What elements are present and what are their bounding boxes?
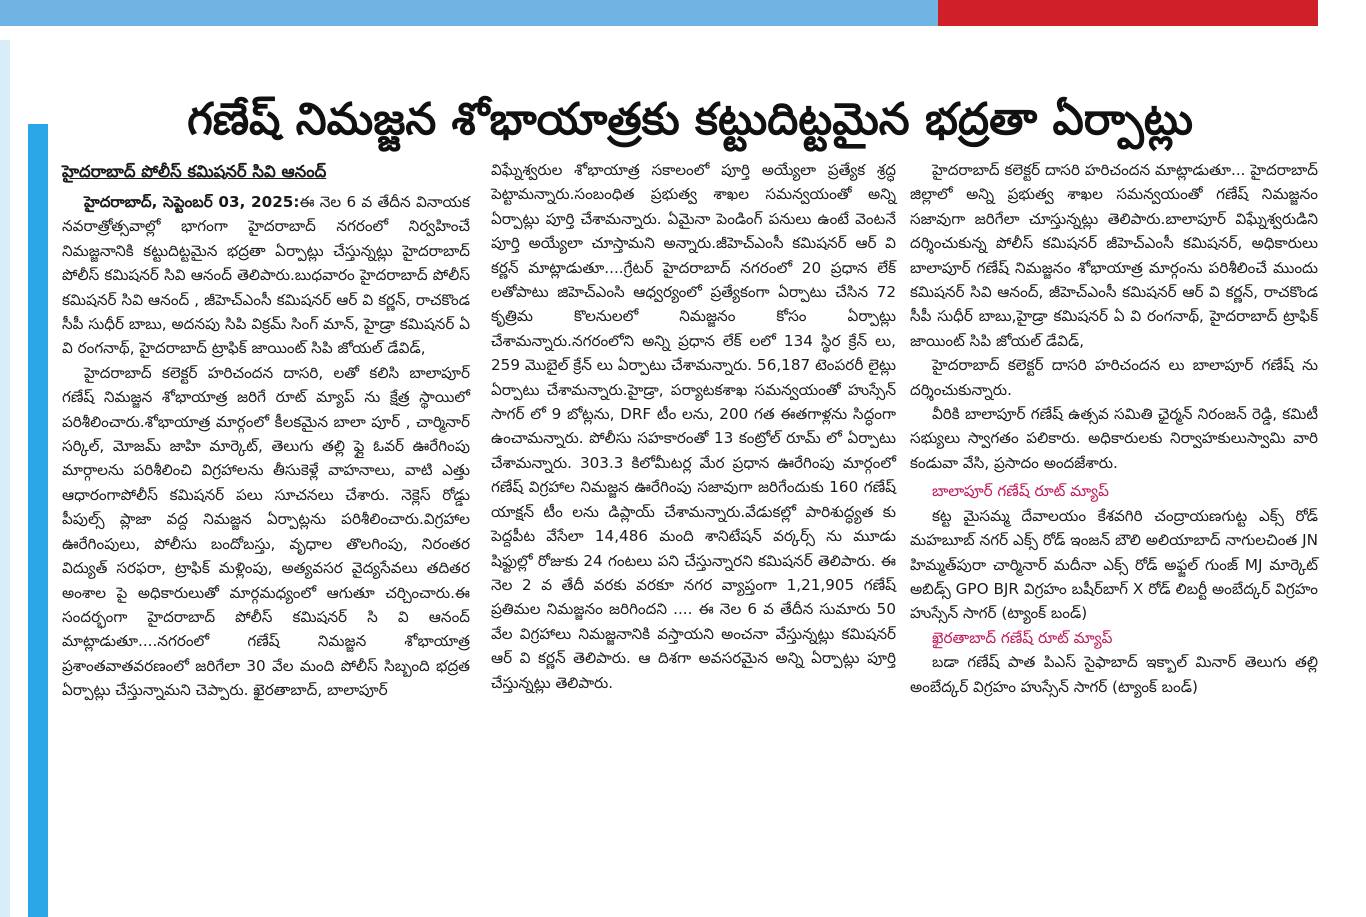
paragraph-ghmc-arrangements: విఘ్నేశ్వరుల శోభాయాత్ర సకాలంలో పూర్తి అయ్యేలా ప్రత్యేక శ్రద్ధ పెట్టామన్నారు.సంబంధిత ప్రభుత్వ శాఖల సమన్వయంతో అన్ని ఏర్పాట్లు పూర్తి చేశామన్నారు. ఏమైనా పెండింగ్ పనులు ఉంటే వెంటనే పూర్తి అయ్యేలా చూస్తామని అన్నారు.జీహెచ్ఎంసీ కమిషనర్ ఆర్ వి కర్ణన్ మాట్లాడుతూ....గ్రేటర్ హైదరాబాద్ నగరంలో 20 ప్రధాన లేక్ లతోపాటు జిహెచ్ఎంసి ఆధ్వర్యంలో ప్రత్యేకంగా ఏర్పాటు చేసిన 72 కృత్రిమ కొలనులలో నిమజ్జనం కోసం ఏర్పాట్లు చేశామన్నారు.నగరంలోని అన్ని ప్రధాన లేక్ లలో 134 స్థిర క్రేన్ లు, 259 మొబైల్ క్రేన్ లు ఏర్పాటు చేశామన్నారు. 56,187 టెంపరరీ లైట్లు ఏర్పాటు చేశామన్నారు.హైడ్రా, పర్యాటకశాఖ సమన్వయంతో హుస్సేన్ సాగర్ లో 9 బోట్లను, DRF టీం లను, 200 గత ఈతగాళ్లను సిద్ధంగా ఉంచామన్నారు. పోలీసు సహకారంతో 13 కంట్రోల్ రూమ్ లో ఏర్పాటు చేశామన్నారు. 303.3 కిలోమీటర్ల మేర ప్రధాన ఊరేగింపు మార్గంలో గణేష్ విగ్రహాల నిమజ్జన ఊరేగింపు సజావుగా జరిగేందుకు 160 గణేష్ యాక్షన్ టీం లను డిప్లాయ్ చేశామన్నారు.వేడుకల్లో పారిశుద్ధ్యత కు పెద్దపీట వేసేలా 14,486 మంది శానిటేషన్ వర్కర్స్ ను మూడు షిఫ్టుల్లో రోజుకు 24 గంటలు పని చేస్తున్నారని కమిషనర్ తెలిపారు. ఈ నెల 2 వ తేదీ వరకు వరకూ నగర వ్యాప్తంగా 1,21,905 గణేష్ ప్రతిమల నిమజ్జనం జరిగిందని .... ఈ నెల 6 వ తేదీన సుమారు 50 వేల విగ్రహాలు నిమజ్జనానికి వస్తాయని అంచనా వేస్తున్నట్లు కమిషనర్ ఆర్ వి కర్ణన్ తెలిపారు. ఆ దిశగా అవసరమైన అన్ని ఏర్పాట్లు పూర్తి చేస్తున్నట్లు తెలిపారు. bbox=[491, 161, 896, 692]
left-accent-light bbox=[0, 40, 10, 917]
top-band-gap bbox=[1318, 0, 1366, 26]
top-band-red bbox=[938, 0, 1318, 26]
paragraph-intro-text: ఈ నెల 6 వ తేదీన వినాయక నవరాత్రోత్సవాల్లో భాగంగా హైదరాబాద్ నగరంలో నిర్వహించే నిమజ్జనానికి కట్టుదిట్టమైన భద్రతా ఏర్పాట్లు చేస్తున్నట్లు హైదరాబాద్ పోలీస్ కమిషనర్ సివి ఆనంద్ తెలిపారు.బుధవారం హైదరాబాద్ పోలీస్ కమిషనర్ సివి ఆనంద్ , జీహెచ్ఎంసీ కమిషనర్ ఆర్ వి కర్ణన్, రాచకొండ సీపీ సుధీర్ బాబు, అదనపు సిపి విక్రమ్ సింగ్ మాన్, హైడ్రా కమిషనర్ ఏ వి రంగనాథ్, హైదరాబాద్ ట్రాఫిక్ జాయింట్ సిపి జోయల్ డేవిడ్, bbox=[62, 193, 470, 358]
subhead-khairatabad-route: ఖైరతాబాద్ గణేష్ రూట్ మ్యాప్ bbox=[932, 628, 1113, 647]
dateline: హైదరాబాద్, సెప్టెంబర్ 03, 2025: bbox=[84, 193, 300, 211]
route-balapur: కట్ట మైసమ్మ దేవాలయం కేశవగిరి చంద్రాయణగుట్ట ఎక్స్ రోడ్ మహబూబ్ నగర్ ఎక్స్ రోడ్ ఇంజన్ బౌలి అలియాబాద్ నాగులచింత JN హిమ్మత్‌పురా చార్మినార్ మదీనా ఎక్స్ రోడ్ అఫ్జల్ గుంజ్ MJ మార్కెట్ అబిడ్స్ GPO BJR విగ్రహం బషీర్‌బాగ్ X రోడ్ లిబర్టీ అంబేద్కర్ విగ్రహం హుస్సేన్ సాగర్ (ట్యాంక్ బండ్) bbox=[910, 506, 1318, 623]
article-column-3 bbox=[910, 158, 1318, 699]
subhead-balapur-route: బాలాపూర్ గణేష్ రూట్ మ్యాప్ bbox=[932, 482, 1109, 501]
paragraph-darshan: హైదరాబాద్ కలెక్టర్ దాసరి హరిచందన లు బాలాపూర్ గణేష్ ను దర్శించుకున్నారు. bbox=[910, 356, 1318, 399]
paragraph-intro bbox=[62, 190, 470, 361]
paragraph-welcome: వీరికి బాలాపూర్ గణేష్ ఉత్సవ సమితి ఛైర్మన్ నిరంజన్ రెడ్డి, కమిటీ సభ్యులు స్వాగతం పలికారు. అధికారులకు నిర్వాహకులుస్వామి వారి కండువా వేసి, ప్రసాదం అందజేశారు. bbox=[910, 405, 1318, 472]
paragraph-route-inspection: హైదరాబాద్ కలెక్టర్ హరిచందన దాసరి, లతో కలిసి బాలాపూర్ గణేష్ నిమజ్జన శోభాయాత్ర జరిగే రూట్ మ్యాప్ ను క్షేత్ర స్థాయిలో పరిశీలించారు.శోభాయాత్ర మార్గంలో కీలకమైన బాలా పూర్ , చార్మినార్ సర్కిల్, మోజమ్ జాహి మార్కెట్, తెలుగు తల్లి ఫ్లై ఓవర్ ఊరేగింపు మార్గాలను పరిశీలించి విగ్రహాలను తీసుకెళ్లే వాహనాలు, వాటి ఎత్తు ఆధారంగాపోలీస్ కమిషనర్ పలు సూచనలు చేశారు. నెక్లెస్ రోడ్డు పీపుల్స్ ప్లాజా వద్ద నిమజ్జన ఏర్పాట్లను పరిశీలించారు.విగ్రహాల ఊరేగింపులు, పోలీసు బందోబస్తు, వృధాల తొలగింపు, నిరంతర విద్యుత్ సరఫరా, ట్రాఫిక్ మళ్లింపు, అత్యవసర వైద్యసేవలు తదితర అంశాల పై అధికారులుతో మార్గమధ్యంలో ఆగుతూ చర్చించారు.ఈ సందర్భంగా హైదరాబాద్ పోలీస్ కమిషనర్ సి వి ఆనంద్ మాట్లాడుతూ....నగరంలో గణేష్ నిమజ్జన శోభాయాత్ర ప్రశాంతవాతవరణంలో జరిగేలా 30 వేల మంది పోలీస్ సిబ్బంది భద్రత ఏర్పాట్లు చేస్తున్నామని చెప్పారు. ఖైరతాబాద్, బాలాపూర్ bbox=[62, 363, 470, 700]
byline: హైదరాబాద్ పోలీస్ కమిషనర్ సివి ఆనంద్ bbox=[62, 162, 327, 181]
headline: గణేష్ నిమజ్జన శోభాయాత్రకు కట్టుదిట్టమైన భద్రతా ఏర్పాట్లు bbox=[187, 94, 1193, 146]
article-column-2 bbox=[491, 158, 896, 695]
route-khairatabad: బడా గణేష్ పాత పిఎస్ సైఫాబాద్ ఇక్బాల్ మినార్ తెలుగు తల్లి అంబేద్కర్ విగ్రహం హుస్సేన్ సాగర్ (ట్యాంక్ బండ్) bbox=[910, 653, 1318, 696]
left-accent-blue bbox=[28, 124, 48, 917]
paragraph-collector: హైదరాబాద్ కలెక్టర్ దాసరి హరిచందన మాట్లాడుతూ... హైదరాబాద్ జిల్లాలో అన్ని ప్రభుత్వ శాఖల సమన్వయంతో గణేష్ నిమజ్జనం సజావుగా జరిగేలా చూస్తున్నట్లు తెలిపారు.బాలాపూర్ విఘ్నేశ్వరుడిని దర్శించుకున్న పోలీస్ కమిషనర్ జీహెచ్ఎంసీ కమిషనర్, అధికారులు బాలాపూర్ గణేష్ నిమజ్జనం శోభాయాత్ర మార్గంను పరిశీలించే ముందు కమిషనర్ సివి ఆనంద్, జీహెచ్ఎంసీ కమిషనర్ ఆర్ వి కర్ణన్, రాచకొండ సీపీ సుధీర్ బాబు,హైడ్రా కమిషనర్ ఏ వి రంగనాథ్, హైదరాబాద్ ట్రాఫిక్ జాయింట్ సిపి జోయల్ డేవిడ్, bbox=[910, 161, 1318, 350]
top-band-blue bbox=[0, 0, 938, 26]
article-column-1 bbox=[62, 158, 470, 703]
